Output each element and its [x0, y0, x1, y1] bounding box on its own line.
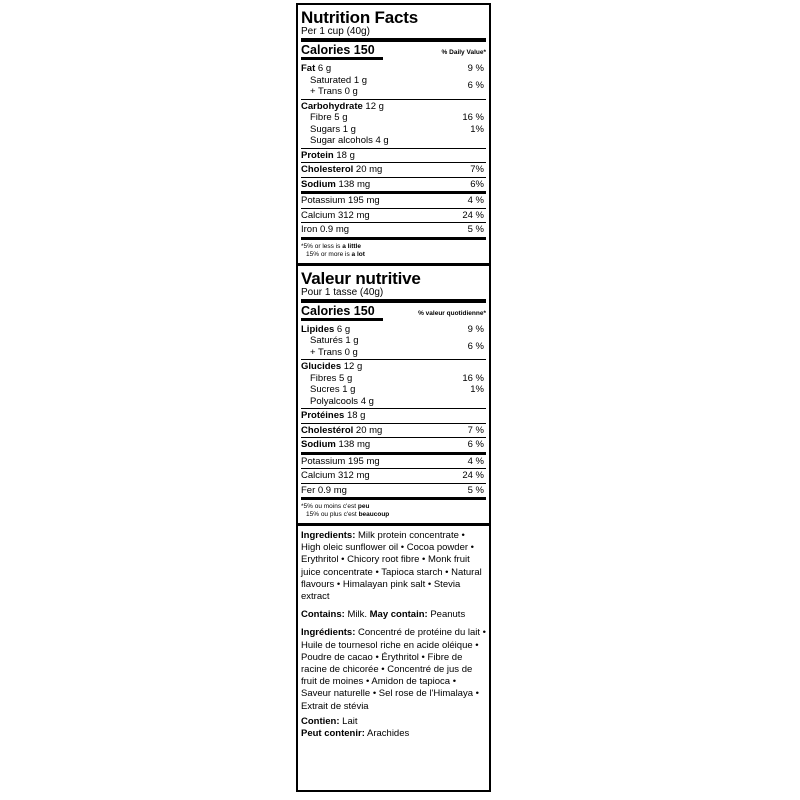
protein-amount: 18 g	[336, 149, 355, 161]
calories: Calories 150	[301, 303, 375, 318]
footnote-line2: 15% ou plus c'est	[306, 511, 359, 518]
fibre-label: Fibres 5 g	[310, 372, 353, 384]
protein-label: Protéines	[301, 410, 345, 421]
panel-title: Valeur nutritive	[301, 268, 421, 288]
calories: Calories 150	[301, 43, 375, 57]
fibre-pct: 16 %	[462, 372, 484, 384]
potassium-label: Potassium 195 mg	[301, 455, 380, 467]
cholesterol-amount: 20 mg	[355, 164, 383, 175]
ingredients-en	[301, 530, 486, 603]
sugars-label: Sucres 1 g	[310, 384, 356, 395]
calcium-pct: 24 %	[462, 209, 484, 221]
fat-label: Fat	[301, 63, 316, 74]
saturated-fat: Saturated 1 g	[310, 74, 368, 86]
footnote	[301, 240, 486, 263]
trans-fat: + Trans 0 g	[310, 346, 358, 358]
potassium-row	[301, 194, 486, 209]
ingredients-en-text: Milk protein concentrate • High oleic sunflower oil • Cocoa powder • Erythritol • Chicory root fibre • Monk fruit juice concentrate • Tapioca starch • Natural flavours • Himalayan pink salt • Stevia extract	[301, 530, 482, 603]
daily-value-header: % valeur quotidienne*	[418, 309, 486, 317]
footnote-line1-bold: peu	[357, 503, 370, 510]
calories-row	[301, 42, 486, 57]
serving-size: Per 1 cup (40g)	[301, 26, 370, 37]
calcium-label: Calcium 312 mg	[301, 470, 370, 481]
contient-label: Contien:	[301, 715, 340, 727]
serving-size: Pour 1 tasse (40g)	[301, 286, 384, 298]
sugars-pct: 1%	[470, 384, 484, 395]
ingredients-fr	[301, 627, 486, 712]
cholesterol-row	[301, 424, 486, 439]
calories-row	[301, 303, 486, 318]
iron-row	[301, 223, 486, 240]
sat-trans-pct: 6 %	[467, 340, 484, 352]
daily-value-header: % Daily Value*	[441, 49, 486, 56]
carb-label: Glucides	[301, 361, 342, 372]
sodium-pct: 6%	[470, 178, 484, 190]
sodium-row	[301, 438, 486, 455]
protein-amount: 18 g	[346, 410, 366, 421]
fat-pct: 9 %	[467, 323, 484, 335]
sodium-amount: 138 mg	[338, 178, 371, 190]
sugar-alcohols: Polyalcools 4 g	[310, 395, 374, 407]
sodium-label: Sodium	[301, 178, 336, 190]
peut-contenir-text: Arachides	[367, 728, 410, 740]
calcium-pct: 24 %	[462, 470, 484, 481]
carb-amount: 12 g	[343, 361, 363, 372]
footnote	[301, 500, 486, 523]
sat-trans-pct: 6 %	[467, 80, 484, 92]
fat-label: Lipides	[301, 323, 335, 335]
fibre-pct: 16 %	[462, 112, 484, 123]
contient-fr	[301, 716, 486, 728]
protein-label: Protein	[301, 149, 334, 161]
protein-row	[301, 149, 486, 164]
iron-label: Fer 0.9 mg	[301, 484, 347, 496]
footnote-line2-bold: beaucoup	[358, 511, 390, 518]
nutrition-facts-en	[301, 9, 486, 263]
cholesterol-row	[301, 163, 486, 178]
iron-pct: 5 %	[467, 484, 484, 496]
peut-contenir-fr	[301, 728, 486, 740]
iron-label: Iron 0.9 mg	[301, 224, 350, 235]
carb-label: Carbohydrate	[301, 100, 363, 112]
contains-en	[301, 609, 486, 621]
ingredients-en-label: Ingredients:	[301, 530, 356, 541]
sugar-alcohols: Sugar alcohols 4 g	[310, 135, 389, 146]
protein-row	[301, 409, 486, 424]
carb-amount: 12 g	[365, 100, 384, 112]
fat-block	[301, 62, 486, 100]
sodium-row	[301, 178, 486, 195]
section-divider	[298, 263, 489, 266]
sodium-label: Sodium	[301, 439, 336, 450]
sugars-pct: 1%	[470, 123, 484, 135]
sodium-amount: 138 mg	[338, 439, 371, 450]
peut-contenir-label: Peut contenir:	[301, 728, 365, 740]
calcium-row	[301, 209, 486, 224]
footnote-line2: 15% or more is	[306, 250, 352, 258]
may-contain-text: Peanuts	[430, 609, 466, 621]
carbohydrate-block	[301, 100, 486, 149]
potassium-label: Potassium 195 mg	[301, 195, 380, 206]
contains-label: Contains:	[301, 609, 345, 621]
may-contain-label: May contain:	[369, 609, 428, 621]
saturated-fat: Saturés 1 g	[310, 335, 359, 346]
calcium-label: Calcium 312 mg	[301, 209, 370, 221]
calories-rule	[301, 57, 383, 60]
fat-amount: 6 g	[336, 323, 351, 335]
cholesterol-pct: 7%	[470, 164, 484, 175]
cholesterol-label: Cholesterol	[301, 164, 354, 175]
cholesterol-pct: 7 %	[467, 424, 484, 436]
calories-rule	[301, 318, 383, 321]
fibre-label: Fibre 5 g	[310, 112, 348, 123]
calcium-row	[301, 469, 486, 484]
footnote-line1: *5% or less is	[301, 242, 343, 250]
fat-block	[301, 323, 486, 361]
trans-fat: + Trans 0 g	[310, 86, 358, 97]
nutrition-label	[296, 3, 491, 792]
cholesterol-label: Cholestérol	[301, 424, 354, 436]
footnote-line1-bold: a little	[342, 242, 361, 250]
valeur-nutritive-fr	[301, 270, 486, 524]
ingredients-fr-label: Ingrédients:	[301, 627, 356, 639]
sugars-label: Sugars 1 g	[310, 123, 356, 135]
cholesterol-amount: 20 mg	[355, 424, 383, 436]
footnote-line1: *5% ou moins c'est	[301, 503, 358, 510]
fat-amount: 6 g	[317, 63, 332, 74]
potassium-row	[301, 455, 486, 470]
ingredients-section	[301, 526, 486, 740]
potassium-pct: 4 %	[467, 455, 484, 467]
contains-text: Milk.	[347, 609, 367, 621]
iron-pct: 5 %	[467, 224, 484, 235]
carbohydrate-block	[301, 360, 486, 409]
sodium-pct: 6 %	[467, 439, 484, 450]
potassium-pct: 4 %	[467, 195, 484, 206]
ingredients-fr-text: Concentré de protéine du lait • Huile de tournesol riche en acide oléique • Poudre de cacao • Érythritol • Fibre de racine de chicorée • Concentré de jus de fruit de moines • Amidon de tapioca • Saveur naturelle • Sel rose de l'Himalaya • Extrait de stévia	[301, 627, 486, 712]
fat-pct: 9 %	[467, 63, 484, 74]
panel-title: Nutrition Facts	[301, 8, 418, 27]
footnote-line2-bold: a lot	[351, 250, 365, 258]
contient-text: Lait	[342, 715, 358, 727]
iron-row	[301, 484, 486, 501]
